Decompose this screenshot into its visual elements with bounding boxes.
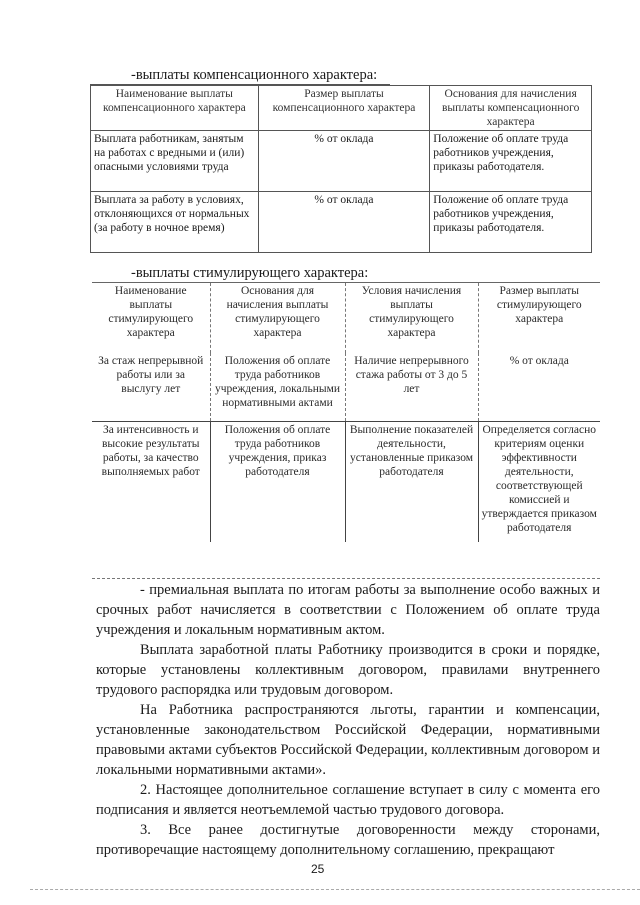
table-cell: Выполнение показателей деятельности, установленные приказом работодателя [345,422,478,543]
table-header-row [91,86,592,131]
table-cell: % от оклада [478,353,600,422]
header-cell: Размер выплаты компенсационного характера [258,86,430,131]
page-number: 25 [311,862,325,876]
scan-edge-line [30,889,640,890]
stimulating-heading: -выплаты стимулирующего характера: [131,265,369,281]
table-cell: Положение об оплате труда работников учреждения, приказы работодателя. [430,131,592,192]
table-cell: Положения об оплате труда работников учреждения, локальными нормативными актами [210,353,345,422]
header-cell: Условия начисления выплаты стимулирующего характера [345,283,478,354]
paragraph-clause-3: 3. Все ранее достигнутые договоренности между сторонами, противоречащие настоящему дополнительному соглашению, прекращают [96,822,600,858]
table-row [92,422,600,543]
table-cell: Положения об оплате труда работников учреждения, приказ работодателя [210,422,345,543]
table-cell: За интенсивность и высокие результаты работы, за качество выполняемых работ [101,424,200,478]
table-cell: % от оклада [258,192,430,253]
table-header-row [92,283,600,354]
stimulating-table [92,282,600,542]
paragraph-clause-2: 2. Настоящее дополнительное соглашение вступает в силу с момента его подписания и является неотъемлемой частью трудового договора. [96,782,600,818]
table-cell: Выплата работникам, занятым на работах с вредными и (или) опасными условиями труда [91,131,259,192]
table-row [91,131,592,192]
paragraph-benefits: На Работника распространяются льготы, гарантии и компенсации, установленные законодательством Российской Федерации, нормативными правовыми актами субъектов Российской Федерации, коллективным договором и локальными нормативными актами». [96,702,600,778]
table-cell: Наличие непрерывного стажа работы от 3 до 5 лет [345,353,478,422]
paragraph-salary: Выплата заработной платы Работнику производится в сроки и порядке, которые установлены коллективным договором, правилами внутреннего трудового распорядка или трудовым договором. [96,642,600,698]
table-cell: Определяется согласно критериям оценки эффективности деятельности, соответствующей комиссией и утверждается приказом работодателя [478,422,600,543]
table-cell: Выплата за работу в условиях, отклоняющихся от нормальных (за работу в ночное время) [91,192,259,253]
header-cell: Наименование выплаты компенсационного характера [91,86,259,131]
header-cell: Размер выплаты стимулирующего характера [478,283,600,354]
header-cell: Наименование выплаты стимулирующего характера [92,283,210,354]
compensation-table [90,85,592,253]
header-cell: Основания для начисления выплаты стимулирующего характера [210,283,345,354]
compensation-heading: -выплаты компенсационного характера: [131,67,378,83]
table-row [91,192,592,253]
table-cell: Положение об оплате труда работников учреждения, приказы работодателя. [430,192,592,253]
paragraph-premium: - премиальная выплата по итогам работы за выполнение особо важных и срочных работ начисляется в соответствии с Положением об оплате труда учреждения и локальным нормативным актом. [96,582,600,638]
table-bottom-rule [92,578,600,579]
header-cell: Основания для начисления выплаты компенсационного характера [430,86,592,131]
table-cell: За стаж непрерывной работы или за выслугу лет [92,353,210,422]
table-cell: % от оклада [258,131,430,192]
table-row [92,353,600,422]
